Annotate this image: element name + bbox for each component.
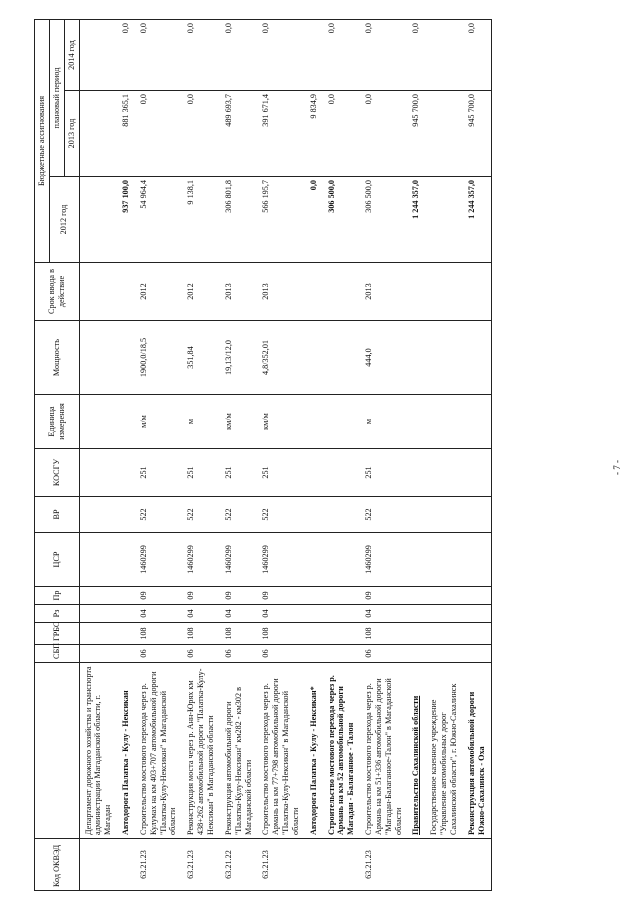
cell-okved bbox=[323, 839, 361, 891]
cell-name: Государственное казенное учреждение "Управление автомобильных дорог Сахалинской области", г. Южно-Сахалинск bbox=[425, 663, 463, 839]
cell-value-2014: 0,0 bbox=[463, 20, 491, 91]
header-power: Мощность bbox=[35, 321, 80, 395]
cell-csr: 1460299 bbox=[360, 533, 407, 587]
cell-csr: 1460299 bbox=[182, 533, 220, 587]
cell-vr bbox=[407, 497, 425, 533]
cell-unit: м/м bbox=[135, 395, 182, 449]
cell-vr bbox=[305, 497, 323, 533]
cell-pr bbox=[117, 587, 135, 605]
cell-value-2012: 9 138,1 bbox=[182, 177, 220, 263]
cell-sbp: 06 bbox=[360, 645, 407, 663]
header-pr: Пр bbox=[35, 587, 80, 605]
cell-csr bbox=[323, 533, 361, 587]
cell-vr: 522 bbox=[220, 497, 258, 533]
table-body bbox=[79, 20, 491, 891]
cell-okved bbox=[305, 839, 323, 891]
cell-value-2012 bbox=[79, 177, 117, 263]
cell-rz: 04 bbox=[182, 605, 220, 623]
table-row bbox=[135, 20, 182, 891]
cell-pr bbox=[305, 587, 323, 605]
cell-term bbox=[305, 263, 323, 321]
cell-term bbox=[323, 263, 361, 321]
cell-term: 2013 bbox=[360, 263, 407, 321]
cell-grbs: 108 bbox=[182, 623, 220, 645]
cell-vr: 522 bbox=[360, 497, 407, 533]
cell-csr bbox=[407, 533, 425, 587]
cell-unit bbox=[79, 395, 117, 449]
header-2014: 2014 год bbox=[64, 20, 79, 91]
cell-pr: 09 bbox=[182, 587, 220, 605]
cell-power bbox=[463, 321, 491, 395]
cell-vr bbox=[463, 497, 491, 533]
cell-sbp: 06 bbox=[182, 645, 220, 663]
header-csr: ЦСР bbox=[35, 533, 80, 587]
header-2013: 2013 год bbox=[64, 91, 79, 177]
cell-kosgu bbox=[79, 449, 117, 497]
cell-vr bbox=[323, 497, 361, 533]
cell-kosgu: 251 bbox=[360, 449, 407, 497]
cell-csr bbox=[425, 533, 463, 587]
cell-power bbox=[425, 321, 463, 395]
cell-unit: м bbox=[360, 395, 407, 449]
cell-value-2013: 391 671,4 bbox=[257, 91, 304, 177]
cell-okved: 63.21.22 bbox=[220, 839, 258, 891]
cell-sbp bbox=[305, 645, 323, 663]
cell-csr: 1460299 bbox=[135, 533, 182, 587]
header-2012: 2012 год bbox=[49, 177, 79, 263]
cell-vr bbox=[425, 497, 463, 533]
cell-term bbox=[407, 263, 425, 321]
cell-term: 2013 bbox=[220, 263, 258, 321]
cell-sbp bbox=[323, 645, 361, 663]
cell-value-2013: 0,0 bbox=[182, 91, 220, 177]
cell-value-2014 bbox=[425, 20, 463, 91]
cell-rz: 04 bbox=[135, 605, 182, 623]
cell-value-2013: 0,0 bbox=[360, 91, 407, 177]
cell-value-2012: 306 500,0 bbox=[323, 177, 361, 263]
cell-term: 2013 bbox=[257, 263, 304, 321]
header-grbs: ГРБС bbox=[35, 623, 80, 645]
cell-name: Строительство мостового перехода через р. Кулумах на км 403+707 автомобильной дороги "Палатка-Кулу-Нексикан" в Магаданской области bbox=[135, 663, 182, 839]
cell-value-2014: 0,0 bbox=[323, 20, 361, 91]
cell-term: 2012 bbox=[135, 263, 182, 321]
cell-value-2014: 0,0 bbox=[182, 20, 220, 91]
cell-unit bbox=[425, 395, 463, 449]
cell-vr bbox=[79, 497, 117, 533]
cell-name: Строительство мостового перехода через р. Армань на км 77+798 автомобильной дороги "Палатка-Кулу-Нексикан" в Магаданской области bbox=[257, 663, 304, 839]
table-row bbox=[463, 20, 491, 891]
cell-okved: 63.21.23 bbox=[182, 839, 220, 891]
cell-rz: 04 bbox=[257, 605, 304, 623]
header-kosgu: КОСГУ bbox=[35, 449, 80, 497]
cell-name: Строительство мостового перехода через р. Армань на км 52 автомобильной дороги Магадан - Балаганное - Талон bbox=[323, 663, 361, 839]
cell-csr bbox=[463, 533, 491, 587]
cell-unit: км/м bbox=[257, 395, 304, 449]
cell-kosgu bbox=[425, 449, 463, 497]
cell-kosgu bbox=[117, 449, 135, 497]
cell-pr bbox=[407, 587, 425, 605]
cell-grbs: 108 bbox=[257, 623, 304, 645]
cell-kosgu bbox=[323, 449, 361, 497]
cell-rz bbox=[407, 605, 425, 623]
cell-kosgu bbox=[463, 449, 491, 497]
cell-kosgu: 251 bbox=[220, 449, 258, 497]
cell-grbs bbox=[117, 623, 135, 645]
cell-term: 2012 bbox=[182, 263, 220, 321]
cell-value-2012: 566 195,7 bbox=[257, 177, 304, 263]
cell-value-2014 bbox=[79, 20, 117, 91]
cell-grbs: 108 bbox=[220, 623, 258, 645]
cell-value-2013: 881 365,1 bbox=[117, 91, 135, 177]
cell-kosgu bbox=[407, 449, 425, 497]
header-plan: плановый период bbox=[49, 20, 64, 177]
table-row bbox=[220, 20, 258, 891]
cell-value-2014: 0,0 bbox=[257, 20, 304, 91]
header-okved: Код ОКВЭД bbox=[35, 839, 80, 891]
cell-power bbox=[117, 321, 135, 395]
cell-rz bbox=[79, 605, 117, 623]
cell-name: Строительство мостового перехода через р. Армань на км 51+336 автомобильной дороги "Магадан-Балаганное-Талон" в Магаданской области bbox=[360, 663, 407, 839]
cell-unit bbox=[463, 395, 491, 449]
cell-okved bbox=[463, 839, 491, 891]
cell-unit bbox=[323, 395, 361, 449]
cell-value-2014 bbox=[305, 20, 323, 91]
table-row bbox=[257, 20, 304, 891]
cell-power: 444,0 bbox=[360, 321, 407, 395]
cell-sbp bbox=[79, 645, 117, 663]
cell-sbp bbox=[463, 645, 491, 663]
header-budget: Бюджетные ассигнования bbox=[35, 20, 50, 263]
cell-grbs bbox=[79, 623, 117, 645]
cell-value-2014: 0,0 bbox=[220, 20, 258, 91]
cell-kosgu: 251 bbox=[182, 449, 220, 497]
cell-okved: 63.21.23 bbox=[360, 839, 407, 891]
cell-grbs: 108 bbox=[135, 623, 182, 645]
cell-kosgu: 251 bbox=[135, 449, 182, 497]
cell-power bbox=[79, 321, 117, 395]
cell-vr: 522 bbox=[257, 497, 304, 533]
cell-value-2013: 9 834,9 bbox=[305, 91, 323, 177]
cell-grbs: 108 bbox=[360, 623, 407, 645]
cell-rz bbox=[323, 605, 361, 623]
cell-name: Автодорога Палатка - Кулу - Нексикан* bbox=[305, 663, 323, 839]
cell-value-2012: 1 244 357,0 bbox=[463, 177, 491, 263]
cell-value-2013: 945 700,0 bbox=[407, 91, 425, 177]
cell-grbs bbox=[407, 623, 425, 645]
header-sbp: СБП bbox=[35, 645, 80, 663]
cell-okved bbox=[425, 839, 463, 891]
cell-term bbox=[463, 263, 491, 321]
cell-name: Реконструкция моста через р. Анн-Юрях км 438+262 автомобильной дороги "Палатка-Кулу-Нексикан" в Магаданской области bbox=[182, 663, 220, 839]
cell-vr bbox=[117, 497, 135, 533]
header-name bbox=[35, 663, 80, 839]
cell-term bbox=[425, 263, 463, 321]
cell-okved bbox=[79, 839, 117, 891]
cell-value-2012: 306 500,0 bbox=[360, 177, 407, 263]
cell-pr bbox=[425, 587, 463, 605]
cell-unit bbox=[305, 395, 323, 449]
cell-value-2012: 937 100,0 bbox=[117, 177, 135, 263]
cell-power bbox=[305, 321, 323, 395]
cell-grbs bbox=[305, 623, 323, 645]
cell-value-2012: 54 964,4 bbox=[135, 177, 182, 263]
cell-csr bbox=[117, 533, 135, 587]
cell-value-2012 bbox=[425, 177, 463, 263]
cell-vr: 522 bbox=[135, 497, 182, 533]
table-row bbox=[425, 20, 463, 891]
cell-name: Реконструкция автомобильной дороги "Палатка-Кулу-Нексикан" км282 - км302 в Магаданской области bbox=[220, 663, 258, 839]
table-row bbox=[360, 20, 407, 891]
cell-power: 4,8/352,01 bbox=[257, 321, 304, 395]
cell-value-2014: 0,0 bbox=[407, 20, 425, 91]
cell-pr: 09 bbox=[135, 587, 182, 605]
cell-value-2013: 0,0 bbox=[323, 91, 361, 177]
cell-pr bbox=[79, 587, 117, 605]
cell-sbp bbox=[407, 645, 425, 663]
cell-sbp: 06 bbox=[257, 645, 304, 663]
cell-pr: 09 bbox=[257, 587, 304, 605]
cell-sbp bbox=[117, 645, 135, 663]
cell-value-2014: 0,0 bbox=[135, 20, 182, 91]
cell-name: Реконструкция автомобильной дороги Южно-Сахалинск - Оха bbox=[463, 663, 491, 839]
cell-sbp bbox=[425, 645, 463, 663]
cell-value-2013 bbox=[425, 91, 463, 177]
cell-pr: 09 bbox=[360, 587, 407, 605]
cell-okved: 63.21.23 bbox=[135, 839, 182, 891]
table-row bbox=[305, 20, 323, 891]
cell-rz bbox=[117, 605, 135, 623]
cell-term bbox=[117, 263, 135, 321]
cell-name: Департамент дорожного хозяйства и транспорта администрации Магаданской области, г. Магадан bbox=[79, 663, 117, 839]
budget-table bbox=[34, 19, 492, 891]
cell-grbs bbox=[425, 623, 463, 645]
header-vr: ВР bbox=[35, 497, 80, 533]
cell-kosgu: 251 bbox=[257, 449, 304, 497]
table-row bbox=[79, 20, 117, 891]
header-rz: Рз bbox=[35, 605, 80, 623]
cell-value-2014: 0,0 bbox=[360, 20, 407, 91]
cell-csr: 1460299 bbox=[220, 533, 258, 587]
cell-pr bbox=[323, 587, 361, 605]
cell-value-2013 bbox=[79, 91, 117, 177]
cell-value-2014: 0,0 bbox=[117, 20, 135, 91]
cell-value-2013: 0,0 bbox=[135, 91, 182, 177]
cell-power bbox=[407, 321, 425, 395]
cell-power: 1900,0/18,5 bbox=[135, 321, 182, 395]
cell-sbp: 06 bbox=[135, 645, 182, 663]
cell-kosgu bbox=[305, 449, 323, 497]
cell-unit bbox=[407, 395, 425, 449]
cell-csr: 1460299 bbox=[257, 533, 304, 587]
cell-term bbox=[79, 263, 117, 321]
cell-pr bbox=[463, 587, 491, 605]
cell-value-2012: 1 244 357,0 bbox=[407, 177, 425, 263]
cell-power bbox=[323, 321, 361, 395]
cell-vr: 522 bbox=[182, 497, 220, 533]
cell-value-2012: 0,0 bbox=[305, 177, 323, 263]
cell-power: 351,84 bbox=[182, 321, 220, 395]
cell-rz bbox=[463, 605, 491, 623]
cell-name: Автодорога Палатка - Кулу - Нексикан bbox=[117, 663, 135, 839]
table-row bbox=[117, 20, 135, 891]
cell-unit: м bbox=[182, 395, 220, 449]
cell-grbs bbox=[463, 623, 491, 645]
cell-csr bbox=[305, 533, 323, 587]
cell-power: 19,13/12,0 bbox=[220, 321, 258, 395]
cell-value-2013: 489 693,7 bbox=[220, 91, 258, 177]
cell-rz bbox=[305, 605, 323, 623]
cell-rz: 04 bbox=[360, 605, 407, 623]
table-row bbox=[182, 20, 220, 891]
cell-okved bbox=[407, 839, 425, 891]
cell-okved: 63.21.23 bbox=[257, 839, 304, 891]
cell-unit bbox=[117, 395, 135, 449]
cell-okved bbox=[117, 839, 135, 891]
cell-rz bbox=[425, 605, 463, 623]
header-term: Срок ввода в действие bbox=[35, 263, 80, 321]
cell-name: Правительство Сахалинской области bbox=[407, 663, 425, 839]
cell-grbs bbox=[323, 623, 361, 645]
table-row bbox=[407, 20, 425, 891]
header-unit: Единица измерения bbox=[35, 395, 80, 449]
cell-value-2013: 945 700,0 bbox=[463, 91, 491, 177]
cell-csr bbox=[79, 533, 117, 587]
cell-rz: 04 bbox=[220, 605, 258, 623]
cell-sbp: 06 bbox=[220, 645, 258, 663]
page-number: - 7 - bbox=[612, 460, 622, 475]
cell-unit: км/м bbox=[220, 395, 258, 449]
table-row bbox=[323, 20, 361, 891]
cell-value-2012: 306 801,8 bbox=[220, 177, 258, 263]
cell-pr: 09 bbox=[220, 587, 258, 605]
